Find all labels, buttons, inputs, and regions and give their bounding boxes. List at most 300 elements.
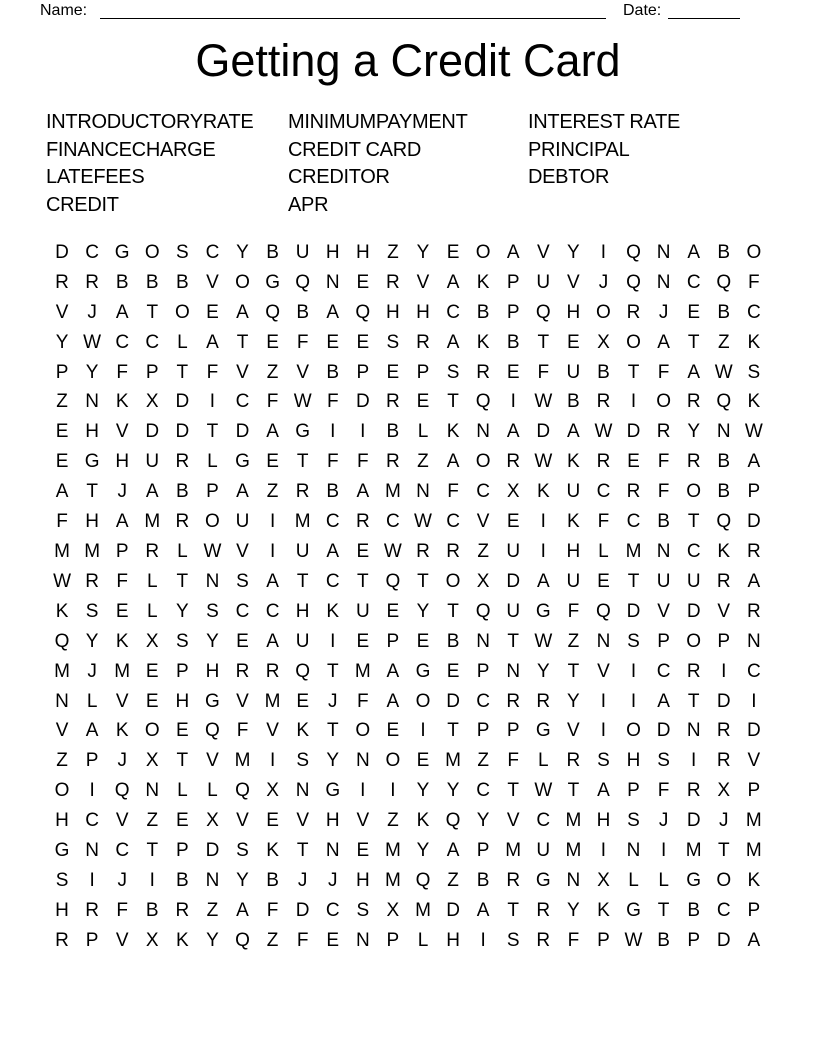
grid-letter: R — [175, 899, 190, 921]
grid-letter: P — [85, 929, 99, 951]
grid-letter: T — [627, 361, 640, 383]
grid-letter: A — [145, 481, 159, 503]
grid-letter: J — [719, 810, 729, 832]
grid-letter: N — [626, 840, 641, 862]
grid-letter: H — [85, 421, 99, 443]
grid-letter: Q — [235, 929, 250, 951]
grid-letter: P — [717, 630, 731, 652]
grid-letter: J — [297, 869, 308, 891]
grid-letter: O — [205, 511, 220, 533]
grid-letter: F — [206, 361, 219, 383]
word-bank-column — [288, 109, 528, 219]
grid-letter: H — [55, 810, 69, 832]
grid-letter: C — [746, 660, 761, 682]
grid-letter: L — [177, 541, 188, 563]
grid-letter: P — [506, 720, 520, 742]
grid-letter: S — [236, 840, 249, 862]
grid-letter: A — [206, 331, 219, 353]
grid-letter: I — [660, 840, 667, 862]
grid-letter: H — [175, 690, 190, 712]
grid-letter: E — [627, 451, 640, 473]
grid-letter: M — [565, 840, 582, 862]
grid-letter: Z — [206, 899, 219, 921]
grid-letter: D — [536, 421, 551, 443]
grid-letter: B — [717, 241, 731, 263]
grid-letter: D — [686, 600, 701, 622]
grid-letter: N — [85, 391, 99, 413]
grid-letter: U — [566, 361, 581, 383]
grid-letter: R — [716, 720, 731, 742]
grid-letter: B — [717, 451, 731, 473]
grid-letter: E — [416, 391, 430, 413]
word-bank-word: PRINCIPAL — [528, 138, 630, 161]
grid-letter: R — [716, 750, 731, 772]
grid-letter: U — [566, 570, 581, 592]
grid-letter: A — [326, 541, 340, 563]
grid-letter: Z — [266, 481, 279, 503]
grid-letter: T — [507, 780, 520, 802]
grid-letter: E — [567, 331, 580, 353]
date-line — [668, 2, 740, 19]
grid-letter: S — [55, 869, 69, 891]
grid-letter: P — [687, 929, 701, 951]
grid-letter: N — [716, 421, 731, 443]
grid-letter: Y — [236, 869, 249, 891]
grid-letter: Y — [85, 630, 99, 652]
grid-letter: C — [686, 541, 701, 563]
grid-letter: F — [296, 929, 309, 951]
grid-letter: O — [415, 690, 431, 712]
grid-letter: M — [84, 541, 101, 563]
grid-letter: C — [85, 241, 99, 263]
grid-letter: M — [384, 840, 401, 862]
grid-letter: X — [206, 810, 219, 832]
grid-letter: M — [54, 660, 70, 682]
grid-letter: K — [567, 451, 580, 473]
grid-letter: D — [746, 511, 761, 533]
grid-letter: Z — [477, 541, 489, 563]
grid-letter: Q — [626, 271, 641, 293]
grid-letter: R — [85, 899, 99, 921]
grid-letter: N — [416, 481, 430, 503]
grid-letter: W — [414, 511, 432, 533]
grid-letter: J — [598, 271, 609, 293]
grid-letter: R — [686, 451, 701, 473]
grid-letter: A — [55, 481, 69, 503]
grid-letter: P — [176, 660, 189, 682]
grid-letter: J — [117, 869, 127, 891]
grid-letter: E — [356, 840, 370, 862]
grid-letter: C — [476, 481, 490, 503]
grid-letter: B — [266, 241, 279, 263]
grid-letter: B — [176, 481, 189, 503]
grid-letter: U — [355, 600, 370, 622]
grid-letter: X — [597, 331, 610, 353]
grid-letter: G — [265, 271, 280, 293]
grid-letter: C — [235, 600, 250, 622]
grid-letter: F — [116, 361, 128, 383]
grid-letter: N — [145, 780, 160, 802]
grid-letter: C — [656, 660, 671, 682]
grid-letter: P — [506, 271, 520, 293]
grid-letter: H — [85, 511, 99, 533]
grid-letter: A — [506, 241, 520, 263]
grid-letter: V — [567, 720, 580, 742]
grid-letter: S — [356, 899, 370, 921]
grid-letter: F — [567, 929, 580, 951]
grid-letter: D — [175, 391, 190, 413]
grid-letter: N — [596, 630, 611, 652]
grid-letter: R — [686, 660, 701, 682]
grid-letter: K — [296, 720, 309, 742]
grid-letter: Y — [567, 241, 580, 263]
grid-letter: K — [416, 810, 430, 832]
grid-letter: T — [326, 660, 339, 682]
grid-letter: B — [717, 301, 731, 323]
grid-letter: F — [748, 271, 760, 293]
grid-letter: E — [176, 810, 189, 832]
grid-letter: Y — [476, 810, 490, 832]
grid-letter: F — [56, 511, 68, 533]
grid-letter: E — [506, 511, 520, 533]
grid-letter: A — [476, 899, 490, 921]
grid-letter: G — [114, 241, 130, 263]
grid-letter: A — [266, 570, 279, 592]
grid-letter: W — [744, 421, 763, 443]
grid-letter: P — [476, 840, 490, 862]
grid-letter: B — [296, 301, 309, 323]
grid-letter: R — [656, 421, 671, 443]
grid-letter: Z — [417, 451, 429, 473]
grid-letter: E — [446, 660, 460, 682]
grid-letter: U — [235, 511, 250, 533]
grid-letter: M — [445, 750, 461, 772]
grid-letter: D — [446, 899, 460, 921]
word-bank-column — [528, 109, 748, 219]
grid-letter: N — [746, 630, 761, 652]
grid-letter: R — [446, 541, 460, 563]
grid-letter: B — [446, 630, 460, 652]
grid-letter: S — [657, 750, 670, 772]
grid-letter: V — [296, 361, 309, 383]
grid-letter: X — [386, 899, 400, 921]
grid-letter: W — [83, 331, 102, 353]
grid-letter: J — [327, 869, 338, 891]
grid-letter: V — [115, 690, 129, 712]
grid-letter: R — [175, 511, 190, 533]
grid-letter: K — [476, 331, 490, 353]
grid-letter: B — [717, 481, 731, 503]
grid-letter: Q — [626, 241, 641, 263]
grid-letter: K — [55, 600, 69, 622]
grid-letter: O — [656, 391, 671, 413]
grid-letter: Q — [716, 271, 732, 293]
grid-letter: H — [205, 660, 220, 682]
grid-letter: U — [295, 241, 310, 263]
grid-letter: Z — [567, 630, 580, 652]
grid-letter: O — [475, 241, 491, 263]
grid-letter: M — [745, 840, 762, 862]
grid-letter: M — [354, 660, 371, 682]
grid-letter: V — [597, 660, 610, 682]
grid-letter: Q — [295, 271, 311, 293]
grid-letter: T — [417, 570, 429, 592]
grid-letter: G — [626, 899, 641, 921]
grid-letter: M — [264, 690, 281, 712]
grid-letter: V — [657, 600, 670, 622]
grid-letter: X — [717, 780, 731, 802]
grid-letter: X — [145, 630, 159, 652]
grid-letter: R — [566, 750, 581, 772]
grid-letter: L — [146, 600, 158, 622]
grid-letter: T — [447, 391, 459, 413]
grid-letter: J — [117, 481, 127, 503]
grid-letter: M — [54, 541, 70, 563]
page-title: Getting a Credit Card — [195, 35, 621, 86]
grid-letter: B — [657, 929, 670, 951]
grid-letter: K — [115, 391, 129, 413]
grid-letter: D — [55, 241, 69, 263]
grid-letter: P — [747, 899, 761, 921]
grid-letter: I — [691, 750, 697, 772]
grid-letter: A — [115, 301, 129, 323]
grid-letter: Q — [475, 391, 491, 413]
grid-letter: P — [476, 660, 490, 682]
grid-letter: P — [206, 481, 219, 503]
grid-letter: A — [657, 331, 670, 353]
grid-letter: D — [686, 810, 701, 832]
grid-letter: S — [85, 600, 99, 622]
grid-letter: E — [55, 421, 69, 443]
grid-letter: L — [177, 780, 188, 802]
grid-letter: E — [386, 720, 400, 742]
grid-letter: R — [536, 690, 551, 712]
grid-letter: I — [390, 780, 396, 802]
grid-letter: I — [721, 660, 727, 682]
grid-letter: T — [687, 690, 700, 712]
grid-letter: L — [628, 869, 639, 891]
grid-letter: T — [627, 570, 640, 592]
grid-letter: T — [567, 780, 580, 802]
grid-letter: I — [330, 630, 336, 652]
grid-letter: V — [296, 810, 309, 832]
grid-letter: M — [685, 840, 702, 862]
grid-letter: Y — [176, 600, 189, 622]
grid-letter: R — [85, 271, 99, 293]
grid-letter: W — [714, 361, 733, 383]
grid-letter: K — [747, 331, 761, 353]
grid-letter: R — [506, 690, 521, 712]
grid-letter: V — [115, 929, 129, 951]
grid-letter: U — [656, 570, 671, 592]
grid-letter: A — [356, 481, 370, 503]
grid-letter: I — [269, 541, 276, 563]
grid-letter: E — [356, 541, 370, 563]
grid-letter: I — [420, 720, 426, 742]
grid-letter: Q — [716, 511, 732, 533]
grid-letter: F — [657, 481, 670, 503]
grid-letter: V — [356, 810, 370, 832]
grid-letter: F — [236, 720, 249, 742]
grid-letter: N — [476, 421, 490, 443]
grid-letter: C — [265, 600, 280, 622]
grid-letter: M — [144, 511, 161, 533]
grid-letter: J — [658, 301, 669, 323]
grid-letter: H — [566, 541, 581, 563]
grid-letter: F — [326, 391, 339, 413]
grid-letter: O — [596, 301, 611, 323]
grid-letter: I — [630, 391, 637, 413]
grid-letter: T — [657, 899, 670, 921]
grid-letter: R — [596, 451, 611, 473]
grid-letter: T — [507, 899, 520, 921]
grid-letter: T — [146, 840, 159, 862]
grid-letter: V — [476, 511, 490, 533]
grid-letter: C — [626, 511, 641, 533]
grid-letter: W — [53, 570, 71, 592]
grid-letter: C — [85, 810, 99, 832]
grid-letter: K — [476, 271, 490, 293]
grid-letter: H — [386, 301, 400, 323]
grid-letter: R — [536, 929, 551, 951]
grid-letter: Y — [326, 750, 340, 772]
grid-letter: C — [386, 511, 400, 533]
grid-letter: A — [236, 481, 249, 503]
grid-letter: D — [355, 391, 370, 413]
grid-letter: N — [686, 720, 701, 742]
grid-letter: U — [145, 451, 160, 473]
grid-letter: L — [177, 331, 188, 353]
grid-letter: I — [330, 421, 336, 443]
grid-letter: B — [176, 271, 189, 293]
grid-letter: O — [686, 481, 702, 503]
grid-letter: J — [327, 690, 338, 712]
grid-letter: J — [117, 750, 127, 772]
grid-letter: F — [567, 600, 580, 622]
grid-letter: F — [116, 570, 128, 592]
grid-letter: D — [626, 421, 641, 443]
grid-letter: T — [176, 750, 189, 772]
grid-letter: K — [597, 899, 610, 921]
grid-letter: V — [266, 720, 279, 742]
grid-letter: F — [507, 750, 520, 772]
word-bank-word: INTRODUCTORYRATE — [46, 111, 254, 133]
grid-letter: A — [386, 660, 400, 682]
grid-letter: T — [507, 630, 520, 652]
grid-letter: V — [206, 271, 219, 293]
grid-letter: N — [355, 750, 370, 772]
grid-letter: Z — [266, 929, 279, 951]
grid-letter: V — [115, 421, 129, 443]
grid-letter: S — [747, 361, 761, 383]
grid-letter: T — [447, 600, 459, 622]
grid-letter: M — [505, 840, 522, 862]
grid-letter: O — [235, 271, 250, 293]
grid-letter: C — [325, 511, 340, 533]
grid-letter: Z — [447, 869, 459, 891]
grid-letter: Q — [295, 660, 311, 682]
grid-letter: E — [145, 660, 159, 682]
grid-letter: T — [296, 451, 309, 473]
grid-letter: E — [55, 451, 69, 473]
grid-letter: I — [630, 660, 637, 682]
grid-letter: O — [626, 331, 641, 353]
grid-letter: P — [747, 780, 761, 802]
grid-letter: I — [360, 421, 366, 443]
grid-letter: S — [386, 331, 400, 353]
grid-letter: N — [476, 630, 490, 652]
grid-letter: P — [476, 720, 490, 742]
grid-letter: G — [205, 690, 220, 712]
grid-letter: E — [266, 451, 279, 473]
grid-letter: D — [205, 840, 220, 862]
grid-letter: W — [534, 391, 553, 413]
grid-letter: O — [355, 720, 371, 742]
grid-letter: D — [446, 690, 460, 712]
grid-letter: X — [597, 869, 610, 891]
grid-letter: P — [597, 929, 610, 951]
grid-letter: R — [55, 929, 69, 951]
grid-letter: H — [596, 810, 611, 832]
grid-letter: D — [235, 421, 250, 443]
grid-letter: E — [266, 331, 279, 353]
word-bank-word: LATEFEES — [46, 166, 145, 188]
grid-letter: F — [657, 451, 670, 473]
grid-letter: K — [326, 600, 340, 622]
grid-letter: I — [600, 720, 607, 742]
grid-letter: A — [266, 421, 279, 443]
grid-letter: K — [115, 720, 129, 742]
grid-letter: U — [295, 541, 310, 563]
grid-letter: B — [145, 899, 159, 921]
grid-letter: I — [269, 511, 276, 533]
grid-letter: Y — [536, 660, 550, 682]
grid-letter: A — [506, 421, 520, 443]
grid-letter: E — [506, 361, 520, 383]
grid-letter: O — [746, 241, 762, 263]
grid-letter: W — [534, 780, 553, 802]
grid-letter: U — [295, 630, 310, 652]
grid-letter: R — [145, 541, 160, 563]
grid-letter: A — [236, 899, 249, 921]
grid-letter: V — [115, 810, 129, 832]
grid-letter: Y — [206, 630, 219, 652]
grid-letter: C — [686, 271, 701, 293]
grid-letter: S — [597, 750, 610, 772]
grid-letter: P — [55, 361, 69, 383]
grid-letter: Q — [445, 810, 461, 832]
grid-letter: V — [55, 720, 69, 742]
grid-letter: W — [534, 630, 553, 652]
grid-letter: R — [355, 511, 370, 533]
grid-letter: Z — [387, 810, 399, 832]
grid-letter: D — [716, 690, 731, 712]
grid-letter: E — [446, 241, 460, 263]
grid-letter: A — [446, 451, 460, 473]
grid-letter: Z — [266, 361, 279, 383]
grid-letter: H — [355, 241, 370, 263]
grid-letter: D — [295, 899, 310, 921]
grid-letter: Z — [146, 810, 159, 832]
grid-letter: L — [417, 929, 429, 951]
grid-letter: R — [295, 481, 310, 503]
grid-letter: T — [567, 660, 580, 682]
grid-letter: N — [85, 840, 99, 862]
grid-letter: P — [115, 541, 129, 563]
word-bank-word: INTEREST RATE — [528, 111, 681, 133]
grid-letter: S — [296, 750, 309, 772]
grid-letter: A — [747, 570, 761, 592]
